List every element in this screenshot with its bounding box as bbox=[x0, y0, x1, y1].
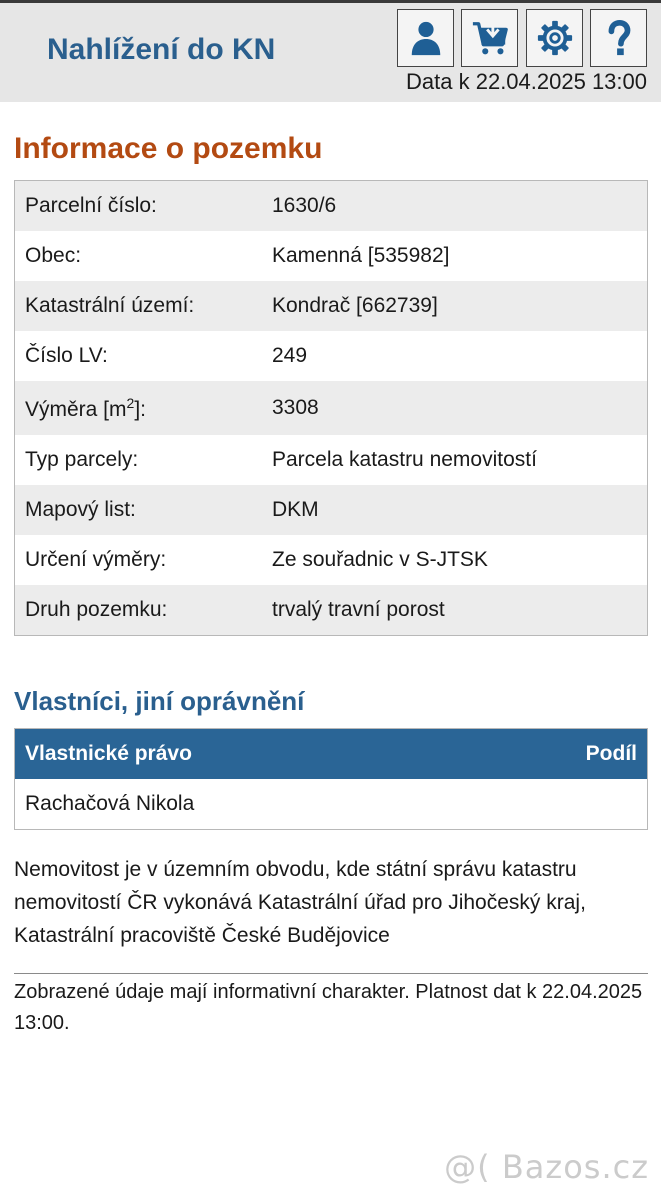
owners-table-header bbox=[15, 729, 647, 779]
data-date: Data k 22.04.2025 13:00 bbox=[406, 69, 647, 94]
cart-download-icon bbox=[471, 19, 509, 57]
divider bbox=[14, 973, 648, 974]
watermark: @( Bazos.cz bbox=[444, 1148, 649, 1186]
column-header-share: Podíl bbox=[585, 742, 637, 765]
info-label: Obec: bbox=[25, 244, 82, 267]
column-header-right: Vlastnické právo bbox=[25, 742, 192, 765]
info-value[interactable]: 249 bbox=[272, 344, 308, 367]
app-title[interactable]: Nahlížení do KN bbox=[47, 33, 276, 66]
info-row-parcel-type bbox=[15, 435, 647, 485]
info-row-land-type bbox=[15, 585, 647, 635]
info-label: Určení výměry: bbox=[25, 548, 167, 571]
app-header bbox=[0, 0, 661, 102]
info-value[interactable]: Kondrač [662739] bbox=[272, 294, 438, 317]
info-label: Parcelní číslo: bbox=[25, 194, 157, 217]
info-label: Katastrální území: bbox=[25, 294, 195, 317]
info-row-lv-number bbox=[15, 331, 647, 381]
info-row-area-method bbox=[15, 535, 647, 585]
info-value: 3308 bbox=[272, 396, 319, 419]
user-button[interactable] bbox=[397, 9, 454, 67]
info-label: Číslo LV: bbox=[25, 344, 108, 367]
gear-icon bbox=[536, 19, 574, 57]
area-label-suffix: ]: bbox=[134, 397, 146, 421]
parcel-info-table bbox=[14, 180, 648, 636]
info-label: Druh pozemku: bbox=[25, 598, 168, 621]
info-label: Typ parcely: bbox=[25, 448, 139, 471]
help-icon bbox=[600, 19, 638, 57]
info-value: Parcela katastru nemovitostí bbox=[272, 448, 537, 471]
table-row bbox=[15, 779, 647, 829]
settings-button[interactable] bbox=[526, 9, 583, 67]
disclaimer: Zobrazené údaje mají informativní charakter. Platnost dat k 22.04.2025 13:00. bbox=[14, 981, 643, 1034]
info-value: Ze souřadnic v S-JTSK bbox=[272, 548, 488, 571]
office-note: Nemovitost je v územním obvodu, kde státní správu katastru nemovitostí ČR vykonává Katastrální úřad pro Jihočeský kraj, Katastrální pracoviště České Budějovice bbox=[14, 858, 586, 947]
info-row-municipality bbox=[15, 231, 647, 281]
help-button[interactable] bbox=[590, 9, 647, 67]
info-value: 1630/6 bbox=[272, 194, 337, 217]
parcel-info-title: Informace o pozemku bbox=[14, 132, 323, 165]
info-label-area bbox=[15, 395, 272, 422]
owners-table bbox=[14, 728, 648, 830]
info-row-parcel-number bbox=[15, 181, 647, 231]
cart-button[interactable] bbox=[461, 9, 518, 67]
info-value: DKM bbox=[272, 498, 319, 521]
info-value: trvalý travní porost bbox=[272, 598, 445, 621]
area-label-prefix: Výměra [m bbox=[25, 397, 127, 421]
info-row-area bbox=[15, 381, 647, 435]
owners-title: Vlastníci, jiní oprávnění bbox=[14, 686, 305, 716]
info-label: Mapový list: bbox=[25, 498, 136, 521]
user-icon bbox=[407, 19, 445, 57]
owner-name[interactable]: Rachačová Nikola bbox=[25, 792, 195, 815]
info-row-map-sheet bbox=[15, 485, 647, 535]
info-row-cadastral-area bbox=[15, 281, 647, 331]
area-label-sup: 2 bbox=[126, 394, 135, 411]
info-value[interactable]: Kamenná [535982] bbox=[272, 244, 450, 267]
